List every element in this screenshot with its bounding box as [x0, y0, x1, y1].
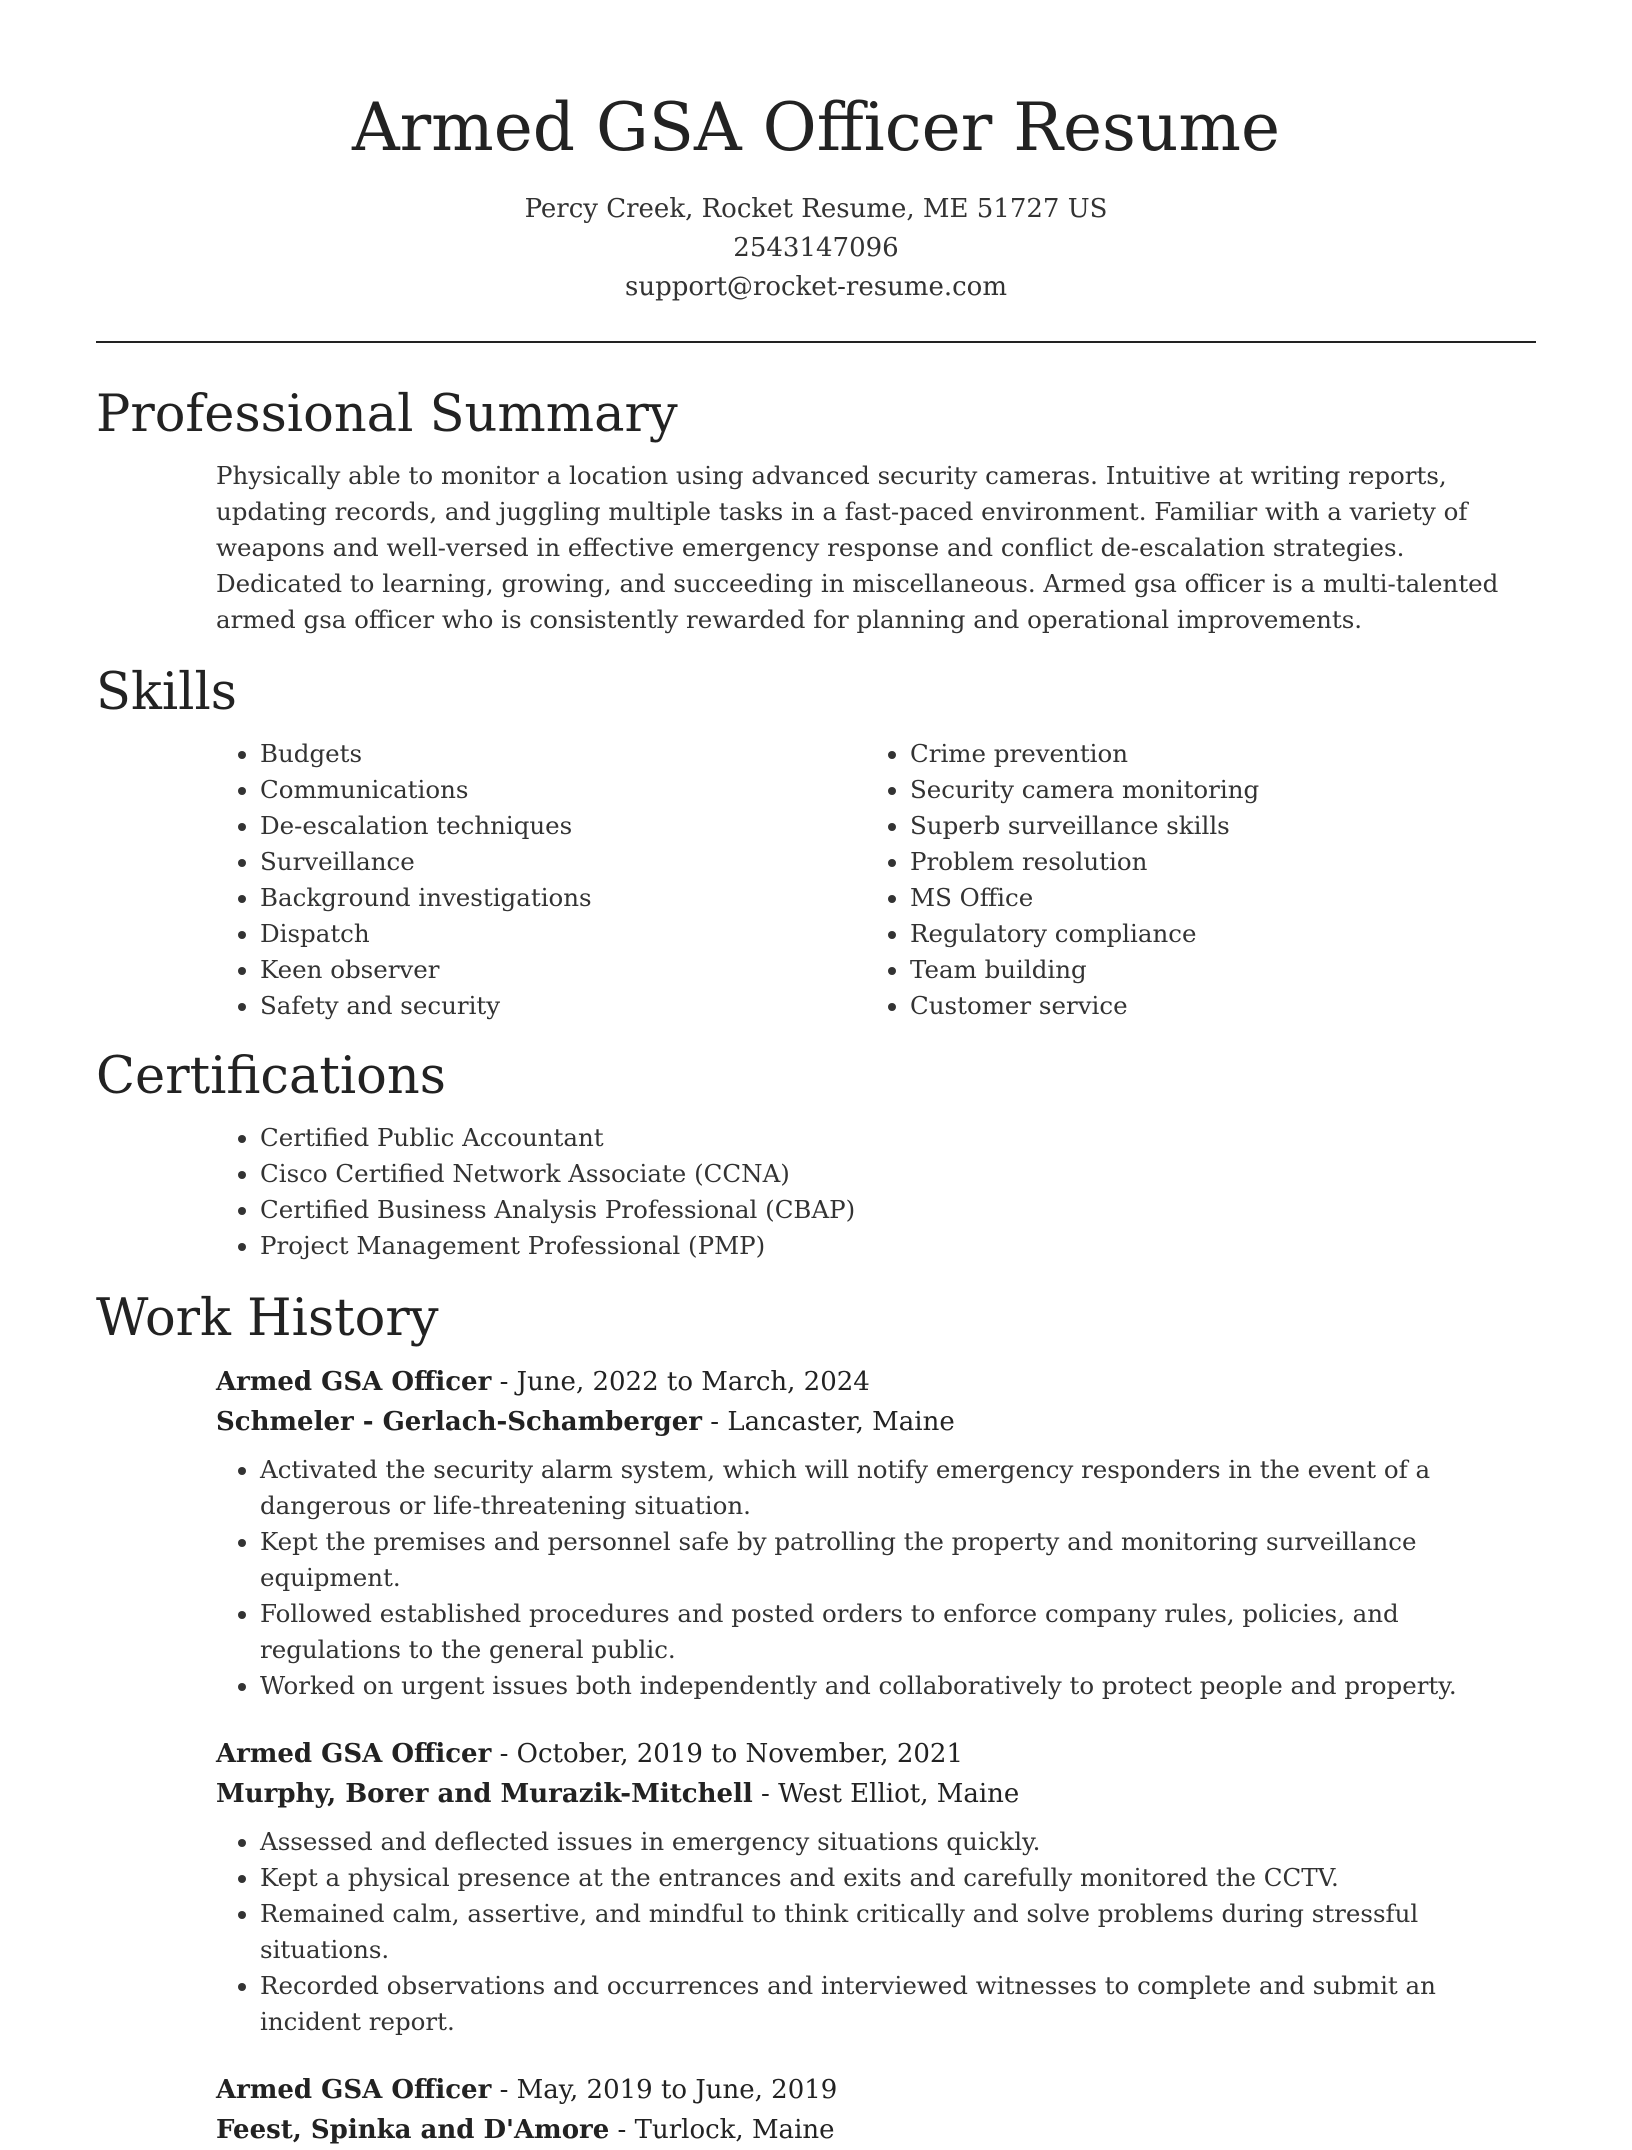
skills-columns [216, 736, 1536, 1024]
job-company-line: Schmeler - Gerlach-Schamberger - Lancaster, Maine [216, 1407, 955, 1437]
job-bullets [216, 1452, 1536, 1704]
skill-item: • MS Office [910, 880, 1516, 916]
job-company: Murphy, Borer and Murazik-Mitchell [216, 1779, 753, 1809]
summary-heading: Professional Summary [96, 385, 678, 444]
job-dates: October, 2019 to November, 2021 [516, 1739, 963, 1769]
certifications-heading: Certifications [96, 1047, 446, 1106]
skill-item: • Security camera monitoring [910, 772, 1516, 808]
skill-item: • Customer service [910, 988, 1516, 1024]
header-divider [96, 341, 1536, 343]
certification-item: • Certified Business Analysis Professional (CBAP) [260, 1192, 1536, 1228]
job-location: Turlock, Maine [634, 2115, 835, 2145]
job-title: Armed GSA Officer [216, 1367, 492, 1397]
contact-block [0, 190, 1632, 307]
job-bullet: • Activated the security alarm system, which will notify emergency responders in the event of a dangerous or life-threatening situation. [260, 1452, 1536, 1524]
contact-phone: 2543147096 [733, 233, 899, 263]
skill-item: • Budgets [260, 736, 866, 772]
skills-section [96, 658, 1536, 1024]
job-entry [216, 1362, 1536, 1704]
job-company-line: Feest, Spinka and D'Amore - Turlock, Maine [216, 2115, 835, 2145]
job-company: Feest, Spinka and D'Amore [216, 2115, 610, 2145]
job-bullet: • Remained calm, assertive, and mindful to think critically and solve problems during stressful situations. [260, 1896, 1536, 1968]
job-entry [216, 2070, 1536, 2150]
contact-email: support@rocket-resume.com [624, 272, 1007, 302]
job-company: Schmeler - Gerlach-Schamberger [216, 1407, 702, 1437]
resume-body [96, 380, 1536, 2150]
skills-column-left [216, 736, 866, 1024]
job-title-line: Armed GSA Officer - May, 2019 to June, 2019 [216, 2075, 838, 2105]
skill-item: • Team building [910, 952, 1516, 988]
certification-item: • Cisco Certified Network Associate (CCNA) [260, 1156, 1536, 1192]
work-history-heading: Work History [96, 1289, 439, 1348]
summary-section [96, 380, 1536, 638]
skill-item: • Dispatch [260, 916, 866, 952]
skill-item: • Communications [260, 772, 866, 808]
skill-item: • Crime prevention [910, 736, 1516, 772]
skill-item: • Keen observer [260, 952, 866, 988]
job-dates: June, 2022 to March, 2024 [516, 1367, 870, 1397]
skill-item: • Superb surveillance skills [910, 808, 1516, 844]
skill-item: • Safety and security [260, 988, 866, 1024]
job-bullet: • Kept the premises and personnel safe by patrolling the property and monitoring surveillance equipment. [260, 1524, 1536, 1596]
job-title-line: Armed GSA Officer - June, 2022 to March, 2024 [216, 1367, 870, 1397]
job-bullet: • Followed established procedures and posted orders to enforce company rules, policies, and regulations to the general public. [260, 1596, 1536, 1668]
skills-heading: Skills [96, 663, 237, 722]
certification-item: • Project Management Professional (PMP) [260, 1228, 1536, 1264]
skill-item: • Surveillance [260, 844, 866, 880]
job-location: West Elliot, Maine [778, 1779, 1020, 1809]
skill-item: • Problem resolution [910, 844, 1516, 880]
work-history-section [96, 1284, 1536, 2150]
job-title: Armed GSA Officer [216, 2075, 492, 2105]
job-bullet: • Assessed and deflected issues in emergency situations quickly. [260, 1824, 1536, 1860]
job-bullet: • Recorded observations and occurrences and interviewed witnesses to complete and submit an incident report. [260, 1968, 1536, 2040]
job-bullets [216, 1824, 1536, 2040]
job-bullet: • Kept a physical presence at the entrances and exits and carefully monitored the CCTV. [260, 1860, 1536, 1896]
job-company-line: Murphy, Borer and Murazik-Mitchell - West Elliot, Maine [216, 1779, 1020, 1809]
resume-header [0, 0, 1632, 307]
job-entry [216, 1734, 1536, 2040]
skill-item: • Background investigations [260, 880, 866, 916]
certifications-list [216, 1120, 1536, 1264]
job-dates: May, 2019 to June, 2019 [516, 2075, 838, 2105]
job-title: Armed GSA Officer [216, 1739, 492, 1769]
skills-column-right [866, 736, 1516, 1024]
certifications-section [96, 1042, 1536, 1264]
resume-title: Armed GSA Officer Resume [351, 89, 1281, 166]
summary-text: Physically able to monitor a location using advanced security cameras. Intuitive at writing reports, updating records, and juggling multiple tasks in a fast-paced environment. Familiar with a variety of weapons and well-versed in effective emergency response and conflict de-escalation strategies. Dedicated to learning, growing, and succeeding in miscellaneous. Armed gsa officer is a multi-talented armed gsa officer who is consistently rewarded for planning and operational improvements. [216, 461, 1499, 634]
job-location: Lancaster, Maine [727, 1407, 955, 1437]
certification-item: • Certified Public Accountant [260, 1120, 1536, 1156]
job-title-line: Armed GSA Officer - October, 2019 to November, 2021 [216, 1739, 963, 1769]
skill-item: • Regulatory compliance [910, 916, 1516, 952]
skill-item: • De-escalation techniques [260, 808, 866, 844]
contact-address: Percy Creek, Rocket Resume, ME 51727 US [524, 194, 1108, 224]
job-bullet: • Worked on urgent issues both independently and collaboratively to protect people and property. [260, 1668, 1536, 1704]
